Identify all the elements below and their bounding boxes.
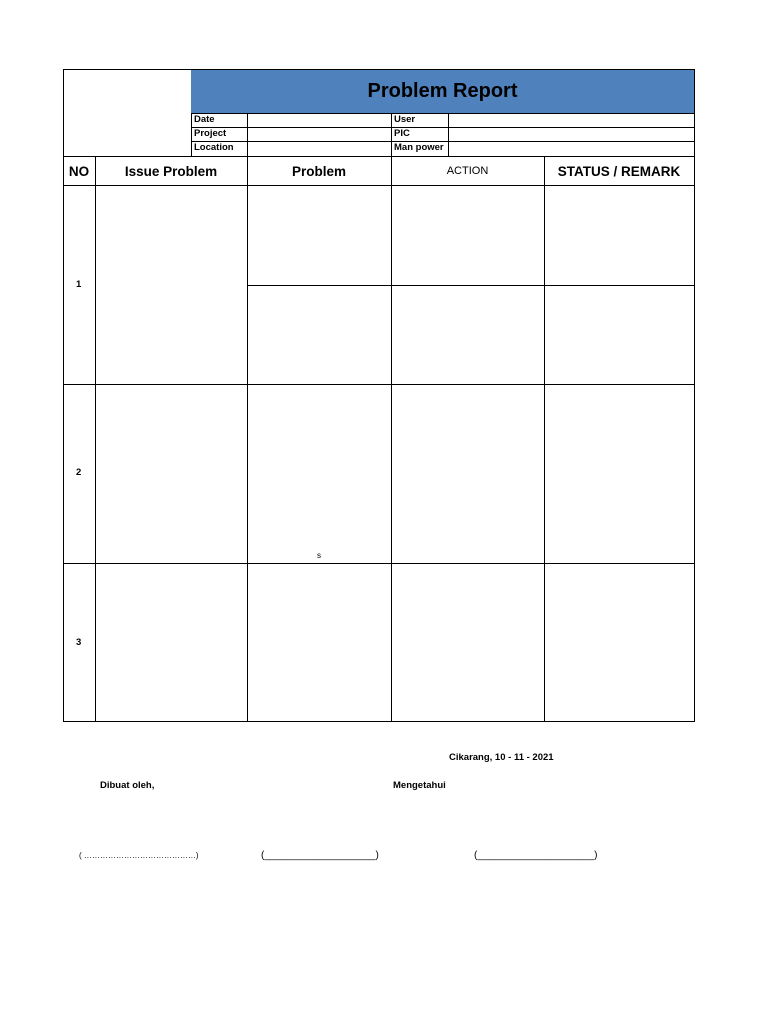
row-number-1: 1 (76, 279, 82, 290)
header-action: ACTION (446, 165, 489, 177)
signature-line-2: (____________________) (261, 850, 379, 861)
field-label-user: User (394, 114, 416, 125)
header-no: NO (68, 163, 90, 179)
frame-bottom (63, 721, 695, 722)
place-date: Cikarang, 10 - 11 - 2021 (449, 752, 554, 763)
info-col-divider-3 (448, 113, 449, 157)
report-title: Problem Report (191, 70, 694, 113)
acknowledged-label: Mengetahui (393, 780, 446, 791)
stray-mark: s (317, 551, 321, 560)
col-divider-problem (391, 156, 392, 721)
info-row-divider-1 (191, 127, 695, 128)
col-divider-issue (247, 156, 248, 721)
row-1-split (247, 285, 695, 286)
info-col-divider-2 (391, 113, 392, 157)
field-label-man-power: Man power (394, 142, 444, 153)
field-label-location: Location (194, 142, 234, 153)
header-issue-problem: Issue Problem (124, 163, 218, 179)
col-divider-no (95, 156, 96, 721)
field-label-date: Date (194, 114, 215, 125)
made-by-label: Dibuat oleh, (100, 780, 155, 791)
field-label-project: Project (194, 128, 227, 139)
header-status-remark: STATUS / REMARK (557, 163, 681, 179)
signature-line-3: (_____________________) (474, 850, 598, 861)
header-bottom-border (63, 185, 695, 186)
info-col-divider-1 (247, 113, 248, 157)
signature-line-1: ( ……………………………………) (79, 851, 199, 860)
field-label-pic: PIC (394, 128, 410, 139)
row-number-3: 3 (76, 637, 82, 648)
row-divider-2 (63, 563, 695, 564)
row-number-2: 2 (76, 467, 82, 478)
frame-right (694, 69, 695, 722)
header-problem: Problem (291, 163, 346, 179)
title-bottom-border (191, 113, 695, 114)
col-divider-action (544, 156, 545, 721)
row-divider-1 (63, 384, 695, 385)
